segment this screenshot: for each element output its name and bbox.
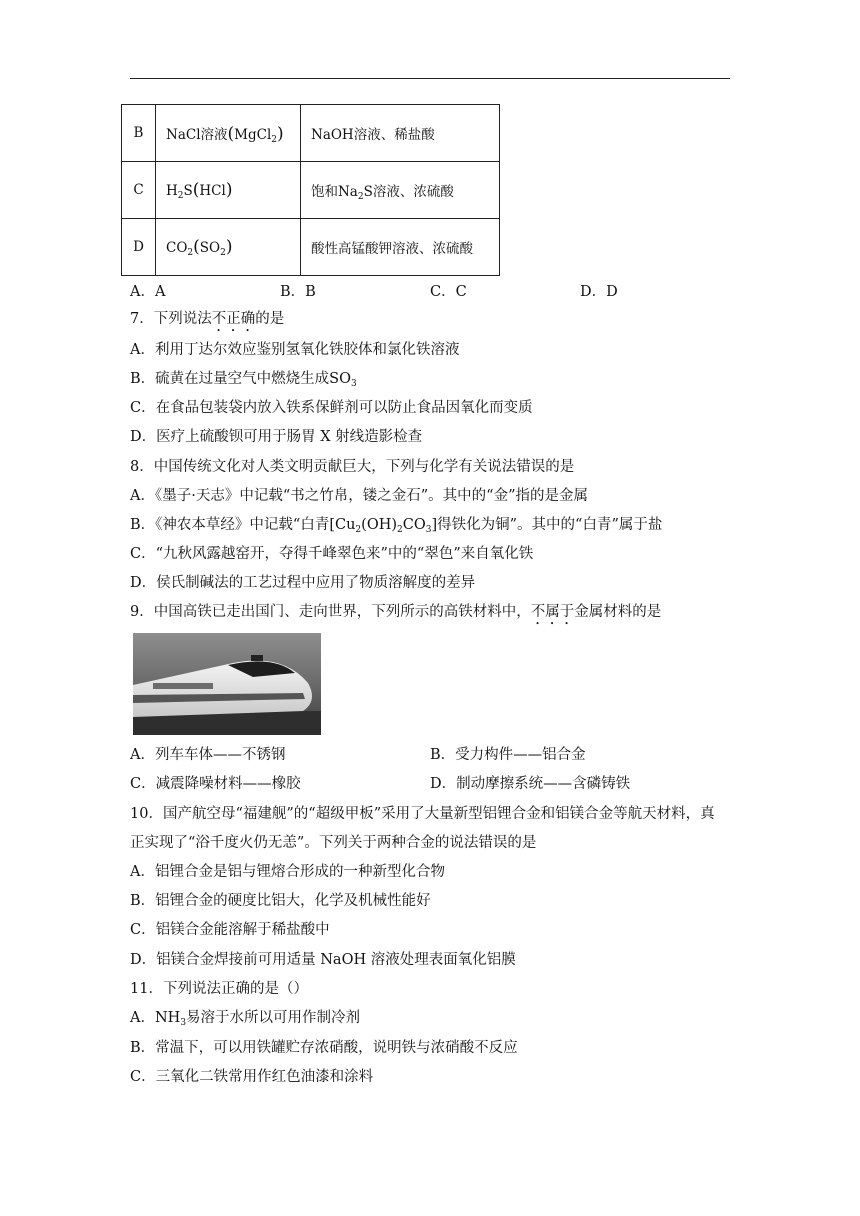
q6-option-d: D．D <box>580 284 618 300</box>
q11-option-a: A．$NH_3$易溶于水所以可用作制冷剂 <box>130 1010 361 1028</box>
q10-stem-line2: 正实现了“浴千度火仍无恙”。下列关于两种合金的说法错误的是 <box>130 835 537 851</box>
options-table <box>121 104 500 276</box>
q11-option-b: B．常温下，可以用铁罐贮存浓硝酸，说明铁与浓硝酸不反应 <box>130 1040 518 1056</box>
q9-option-c: C．减震降噪材料——橡胶 <box>130 776 301 792</box>
emphasis-text: 不属于 <box>530 604 575 620</box>
reagent-cell: 饱和$Na_2S$溶液、浓硫酸 <box>301 162 500 219</box>
q7-stem: 7．下列说法不正确的是 <box>130 311 285 327</box>
q10-option-b: B．铝锂合金的硬度比铝大，化学及机械性能好 <box>130 893 431 909</box>
sample-cell: $CO_2(SO_2)$ <box>156 219 301 276</box>
q8-option-d: D．侯氏制碱法的工艺过程中应用了物质溶解度的差异 <box>130 575 476 591</box>
sample-cell: $H_2S(HCl)$ <box>156 162 301 219</box>
q9-stem: 9．中国高铁已走出国门、走向世界，下列所示的高铁材料中，不属于金属材料的是 <box>130 604 662 620</box>
row-label: B <box>122 105 156 162</box>
q11-option-c: C．三氧化二铁常用作红色油漆和涂料 <box>130 1069 374 1085</box>
q8-option-c: C．“九秋风露越窑开，夺得千峰翠色来”中的“翠色”来自氧化铁 <box>130 546 534 562</box>
q11-stem: 11．下列说法正确的是（） <box>130 981 308 997</box>
q8-stem: 8．中国传统文化对人类文明贡献巨大，下列与化学有关说法错误的是 <box>130 459 575 475</box>
reagent-cell: 酸性高锰酸钾溶液、浓硫酸 <box>301 219 500 276</box>
q9-option-b: B．受力构件——铝合金 <box>430 747 586 763</box>
q10-stem-line1: 10．国产航空母“福建舰”的“超级甲板”采用了大量新型铝锂合金和铝镁合金等航天材料，真 <box>130 806 715 822</box>
q6-option-a: A．A <box>130 284 166 300</box>
q8-option-b: B．《神农本草经》中记载“白青$[Cu_2(OH)_2CO_3]$得铁化为铜”。其中的“白青”属于盐 <box>130 517 663 535</box>
q6-option-c: C．C <box>430 284 467 300</box>
table-row <box>122 162 500 219</box>
high-speed-train-image <box>133 633 321 735</box>
row-label: D <box>122 219 156 276</box>
q9-option-d: D．制动摩擦系统——含磷铸铁 <box>430 776 631 792</box>
q7-option-b: B．硫黄在过量空气中燃烧生成$SO_3$ <box>130 371 357 389</box>
q6-option-b: B．B <box>280 284 316 300</box>
q10-option-c: C．铝镁合金能溶解于稀盐酸中 <box>130 922 330 938</box>
sample-cell: NaCl溶液(MgCl$_2$) <box>156 105 301 162</box>
q10-option-d: D．铝镁合金焊接前可用适量 NaOH 溶液处理表面氧化铝膜 <box>130 952 516 968</box>
q7-option-a: A．利用丁达尔效应鉴别氢氧化铁胶体和氯化铁溶液 <box>130 342 460 358</box>
reagent-cell: NaOH溶液、稀盐酸 <box>301 105 500 162</box>
q9-option-a: A．列车车体——不锈钢 <box>130 747 286 763</box>
q10-option-a: A．铝锂合金是铝与锂熔合形成的一种新型化合物 <box>130 864 445 880</box>
emphasis-text: 不正确 <box>211 311 256 327</box>
header-rule <box>130 78 730 79</box>
table-row <box>122 105 500 162</box>
q7-option-d: D．医疗上硫酸钡可用于肠胃 X 射线造影检查 <box>130 429 423 445</box>
row-label: C <box>122 162 156 219</box>
table-row <box>122 219 500 276</box>
q7-option-c: C．在食品包装袋内放入铁系保鲜剂可以防止食品因氧化而变质 <box>130 400 533 416</box>
q8-option-a: A．《墨子·天志》中记载“书之竹帛，镂之金石”。其中的“金”指的是金属 <box>130 488 588 504</box>
